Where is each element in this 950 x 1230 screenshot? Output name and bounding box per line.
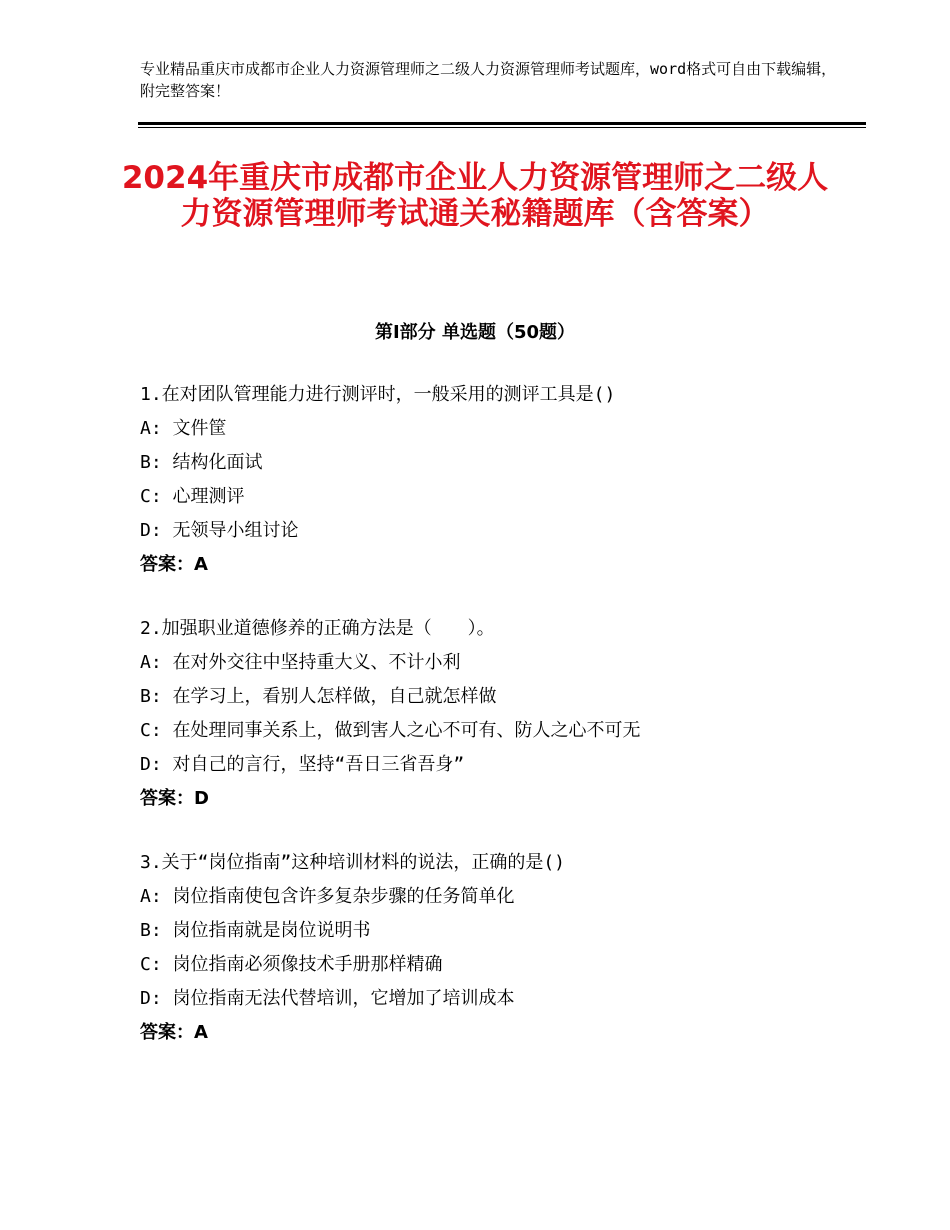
question-3 [140, 846, 860, 1050]
option-d: D: 对自己的言行，坚持“吾日三省吾身” [140, 754, 465, 775]
header-rule-thin [138, 127, 866, 128]
option-d: D: 岗位指南无法代替培训，它增加了培训成本 [140, 988, 515, 1009]
option-b: B: 结构化面试 [140, 452, 263, 473]
option-c: C: 岗位指南必须像技术手册那样精确 [140, 954, 443, 975]
answer-label: 答案：A [140, 554, 208, 575]
question-list [140, 378, 860, 1080]
option-a: A: 在对外交往中坚持重大义、不计小利 [140, 652, 461, 673]
question-stem: 1.在对团队管理能力进行测评时，一般采用的测评工具是() [140, 384, 616, 405]
header-rule-thick [138, 122, 866, 125]
option-b: B: 在学习上，看别人怎样做，自己就怎样做 [140, 686, 497, 707]
option-c: C: 在处理同事关系上，做到害人之心不可有、防人之心不可无 [140, 720, 641, 741]
answer-label: 答案：D [140, 788, 209, 809]
option-c: C: 心理测评 [140, 486, 245, 507]
question-stem: 3.关于“岗位指南”这种培训材料的说法，正确的是() [140, 852, 566, 873]
answer-label: 答案：A [140, 1022, 208, 1043]
section-title: 第Ⅰ部分 单选题（50题） [374, 322, 575, 343]
document-title: 2024年重庆市成都市企业人力资源管理师之二级人力资源管理师考试通关秘籍题库（含答案） [121, 160, 829, 232]
question-stem: 2.加强职业道德修养的正确方法是（ ）。 [140, 618, 495, 639]
header-note: 专业精品重庆市成都市企业人力资源管理师之二级人力资源管理师考试题库，word格式可自由下载编辑，附完整答案！ [140, 60, 837, 100]
question-2 [140, 612, 860, 816]
option-d: D: 无领导小组讨论 [140, 520, 299, 541]
option-a: A: 岗位指南使包含许多复杂步骤的任务简单化 [140, 886, 515, 907]
option-a: A: 文件筐 [140, 418, 227, 439]
question-1 [140, 378, 860, 582]
option-b: B: 岗位指南就是岗位说明书 [140, 920, 371, 941]
